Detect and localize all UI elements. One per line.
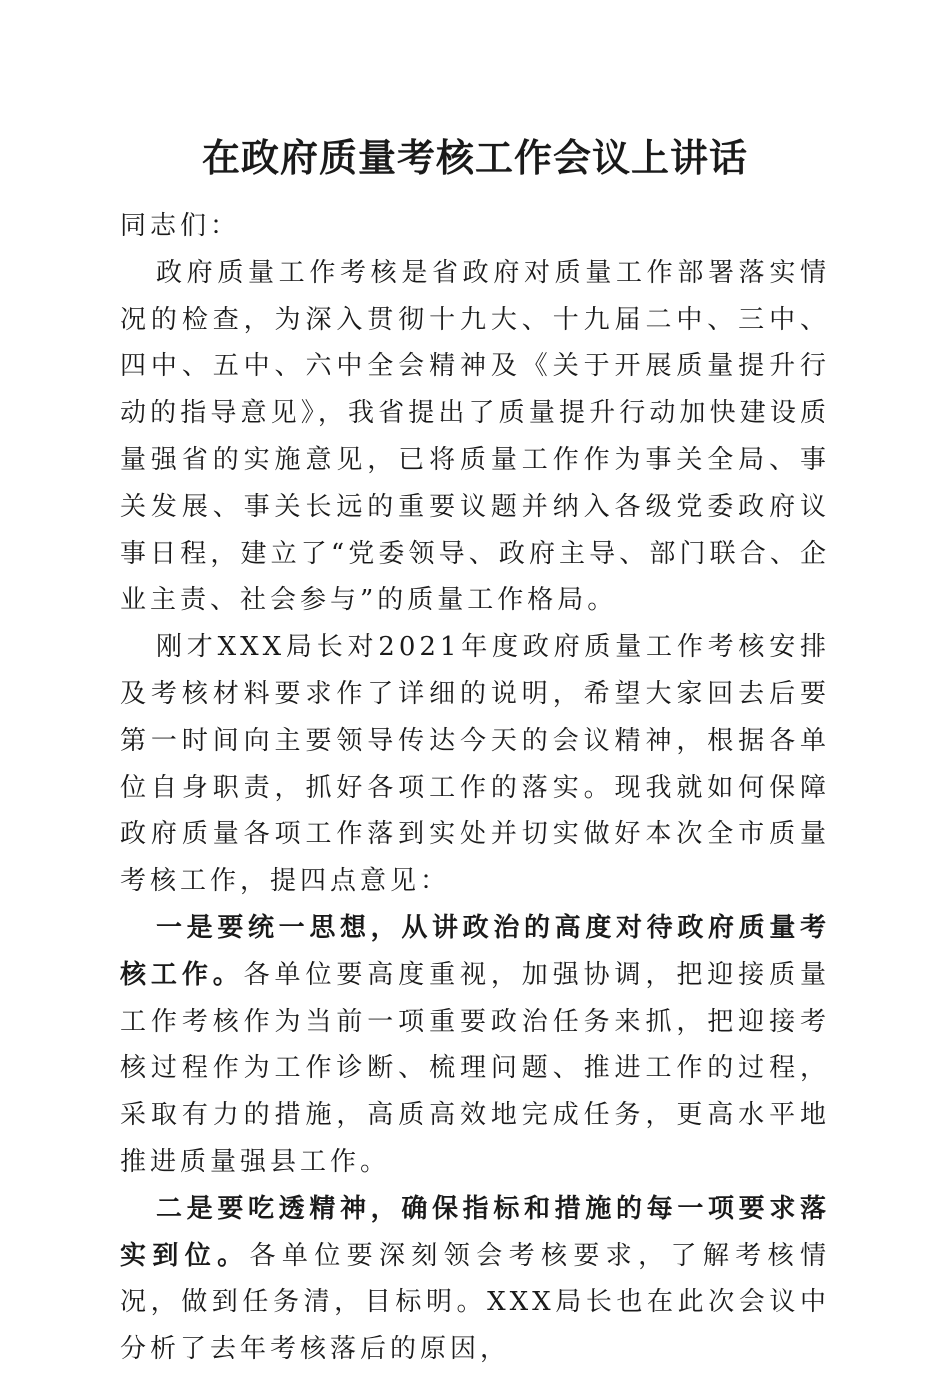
paragraph-point-two: [120, 1186, 830, 1373]
document-title: 在政府质量考核工作会议上讲话: [201, 135, 748, 180]
paragraph-context: [120, 624, 830, 905]
paragraph-lead: 一是要统一思想，从讲政治的高度对待政府质量考核工作。: [120, 912, 830, 990]
paragraph-text: 刚才XXX局长对2021年度政府质量工作考核安排及考核材料要求作了详细的说明，希望大家回去后要第一时间向主要领导传达今天的会议精神，根据各单位自身职责，抓好各项工作的落实。现我就如何保障政府质量各项工作落到实处并切实做好本次全市质量考核工作，提四点意见：: [120, 632, 830, 897]
paragraph-text: 各单位要高度重视，加强协调，把迎接质量工作考核作为当前一项重要政治任务来抓，把迎接考核过程作为工作诊断、梳理问题、推进工作的过程，采取有力的措施，高质高效地完成任务，更高水平地推进质量强县工作。: [120, 959, 830, 1177]
paragraph-point-one: [120, 905, 830, 1186]
document-body: [120, 203, 830, 1373]
paragraph-text: 各单位要深刻领会考核要求，了解考核情况，做到任务清，目标明。XXX局长也在此次会议中分析了去年考核落后的原因，: [120, 1240, 830, 1365]
paragraph-lead: 二是要吃透精神，确保指标和措施的每一项要求落实到位。: [120, 1193, 830, 1271]
salutation: 同志们：: [120, 211, 241, 241]
paragraph-text: 政府质量工作考核是省政府对质量工作部署落实情况的检查，为深入贯彻十九大、十九届二中、三中、四中、五中、六中全会精神及《关于开展质量提升行动的指导意见》，我省提出了质量提升行动加快建设质量强省的实施意见，已将质量工作作为事关全局、事关发展、事关长远的重要议题并纳入各级党委政府议事日程，建立了“党委领导、政府主导、部门联合、企业主责、社会参与”的质量工作格局。: [120, 257, 830, 616]
paragraph-intro: [120, 250, 830, 624]
